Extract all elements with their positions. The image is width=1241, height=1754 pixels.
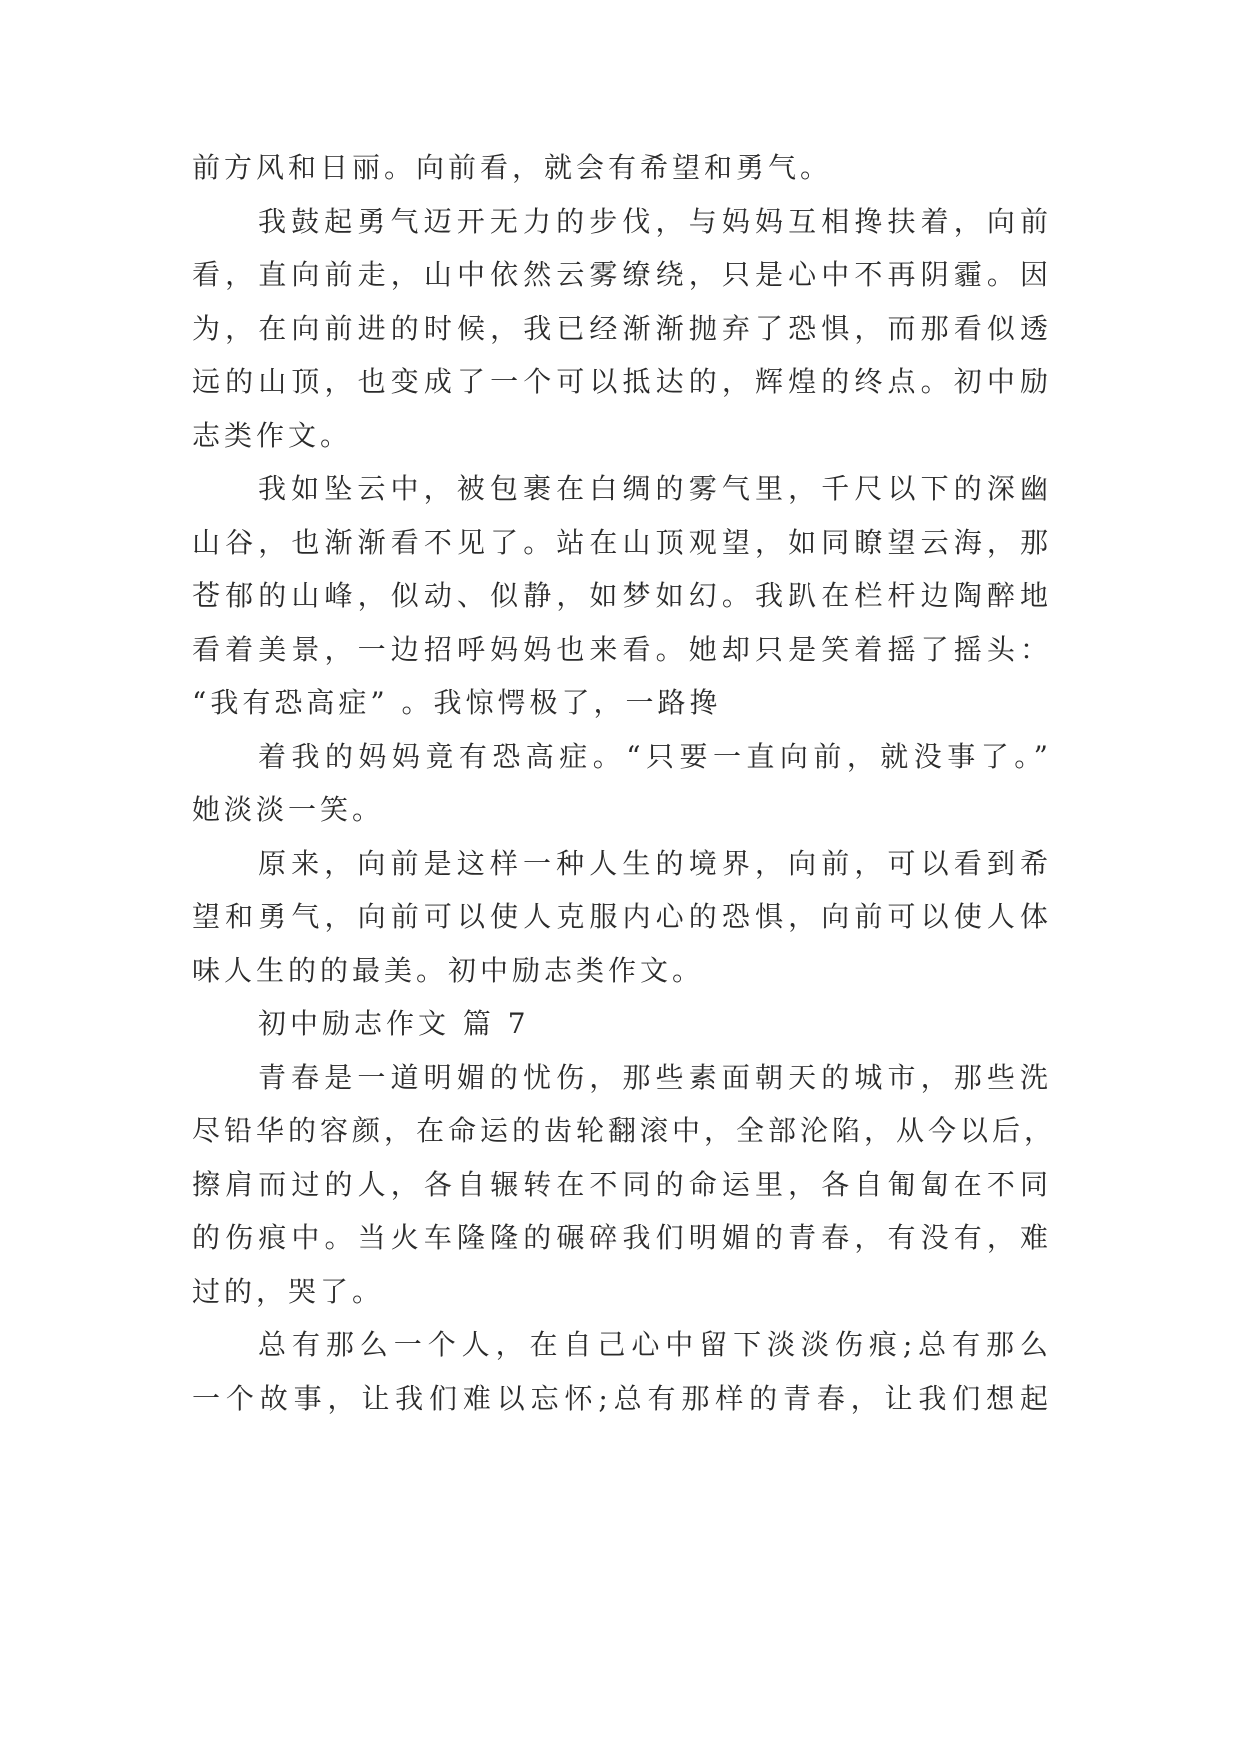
paragraph-start: 总有那么一个人，在自己心中留下淡淡伤痕;总有那么 xyxy=(258,1328,1052,1361)
text-line: “我有恐高症” 。我惊愕极了，一路搀 xyxy=(192,686,722,719)
text-line: 擦肩而过的人，各自辗转在不同的命运里，各自匍匐在不同 xyxy=(192,1168,1052,1201)
text-line: 山谷，也渐渐看不见了。站在山顶观望，如同瞭望云海，那 xyxy=(192,526,1052,559)
text-line: 为，在向前进的时候，我已经渐渐抛弃了恐惧，而那看似透 xyxy=(192,312,1052,345)
paragraph-start: 原来，向前是这样一种人生的境界，向前，可以看到希 xyxy=(258,847,1052,880)
text-line: 看着美景，一边招呼妈妈也来看。她却只是笑着摇了摇头： xyxy=(192,633,1052,666)
paragraph-start: 我鼓起勇气迈开无力的步伐，与妈妈互相搀扶着，向前 xyxy=(258,205,1052,238)
text-line: 味人生的的最美。初中励志类作文。 xyxy=(192,954,705,987)
text-line: 苍郁的山峰，似动、似静，如梦如幻。我趴在栏杆边陶醉地 xyxy=(192,579,1052,612)
text-line: 望和勇气，向前可以使人克服内心的恐惧，向前可以使人体 xyxy=(192,900,1052,933)
text-line: 她淡淡一笑。 xyxy=(192,793,385,826)
text-line: 过的，哭了。 xyxy=(192,1275,385,1308)
section-heading: 初中励志作文 篇 7 xyxy=(258,1007,530,1040)
text-line: 尽铅华的容颜，在命运的齿轮翻滚中，全部沦陷，从今以后， xyxy=(192,1114,1057,1147)
text-line: 的伤痕中。当火车隆隆的碾碎我们明媚的青春，有没有，难 xyxy=(192,1221,1052,1254)
paragraph-start: 着我的妈妈竟有恐高症。“只要一直向前，就没事了。” xyxy=(258,740,1052,773)
text-line: 看，直向前走，山中依然云雾缭绕，只是心中不再阴霾。因 xyxy=(192,258,1052,291)
paragraph-start: 我如坠云中，被包裹在白绸的雾气里，千尺以下的深幽 xyxy=(258,472,1052,505)
text-line: 志类作文。 xyxy=(192,419,353,452)
paragraph-start: 青春是一道明媚的忧伤，那些素面朝天的城市，那些洗 xyxy=(258,1061,1052,1094)
text-line: 一个故事，让我们难以忘怀;总有那样的青春，让我们想起 xyxy=(192,1382,1052,1415)
text-line: 前方风和日丽。向前看，就会有希望和勇气。 xyxy=(192,151,833,184)
text-line: 远的山顶，也变成了一个可以抵达的，辉煌的终点。初中励 xyxy=(192,365,1052,398)
